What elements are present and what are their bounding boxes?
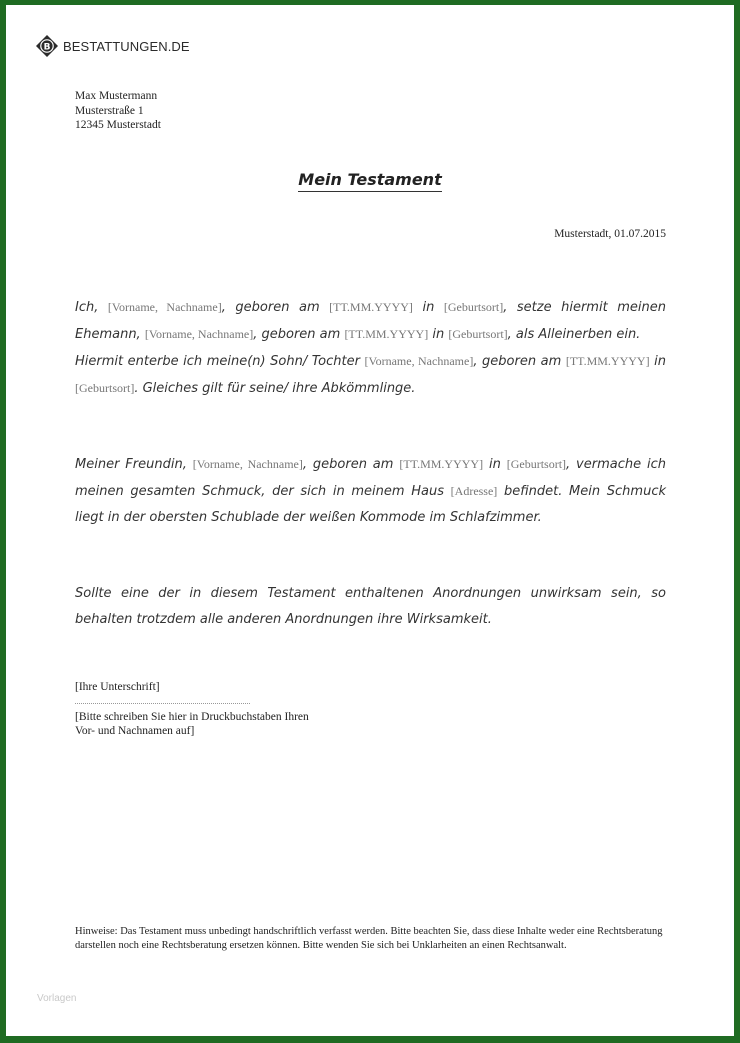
document-date: Musterstadt, 01.07.2015 [554,228,666,240]
text-segment: in [483,457,507,472]
brand-logo [35,34,190,58]
placeholder-date: [TT.MM.YYYY] [329,300,413,314]
text-segment: Meiner Freundin, [75,457,193,472]
title-text: Mein Testament [298,170,441,192]
placeholder-birthplace: [Geburtsort] [506,457,567,471]
paragraph-jewelry [75,451,666,531]
bestattungen-logo-icon [35,34,59,58]
placeholder-name: [Vorname, Nachname] [364,354,474,368]
placeholder-date: [TT.MM.YYYY] [399,457,484,471]
placeholder-date: [TT.MM.YYYY] [344,327,429,341]
placeholder-name: [Vorname, Nachname] [192,457,303,471]
text-segment: in [412,300,444,315]
signature-line [75,703,250,704]
sender-street: Musterstraße 1 [75,104,144,117]
sender-address [75,89,161,133]
paragraph-heir [75,294,666,402]
text-segment: in [428,327,449,342]
text-segment: , geboren am [221,300,330,315]
placeholder-address: [Adresse] [450,484,498,498]
text-segment: , vermache ich meinen gesamten Schmuck, der sich in meinem Haus [75,457,666,499]
text-segment: Hiermit enterbe ich meine(n) Sohn/ Tochter [75,354,365,369]
text-segment: , geboren am [302,457,400,472]
signature-note-line: [Bitte schreiben Sie hier in Druckbuchstaben Ihren [75,711,309,723]
placeholder-birthplace: [Geburtsort] [443,300,504,314]
sender-city: 12345 Musterstadt [75,119,161,131]
text-segment: , als Alleinerben ein. [507,327,641,342]
sender-name: Max Mustermann [75,90,158,102]
placeholder-name: [Vorname, Nachname] [144,327,254,341]
text-segment: , geboren am [473,354,566,369]
text-segment: , geboren am [253,327,345,342]
placeholder-name: [Vorname, Nachname] [107,300,222,314]
text-segment: . Gleiches gilt für seine/ ihre Abkömmlinge. [134,381,416,396]
signature-note [75,710,309,738]
document-title [6,170,734,190]
placeholder-date: [TT.MM.YYYY] [565,354,650,368]
svg-text:B: B [43,42,51,53]
text-segment: befindet. Mein Schmuck liegt in der obersten Schublade der weißen Kommode im Schlafzimmer. [75,484,666,525]
placeholder-birthplace: [Geburtsort] [75,381,135,395]
signature-note-line: Vor- und Nachnamen auf] [75,725,195,737]
document-page [6,5,734,1036]
text-segment: Ich, [75,300,108,315]
text-segment: , setze hiermit meinen Ehemann, [75,300,666,342]
text-segment: in [649,354,667,369]
signature-label: [Ihre Unterschrift] [75,681,160,693]
paragraph-severability: Sollte eine der in diesem Testament enthaltenen Anordnungen unwirksam sein, so behalten trotzdem alle anderen Anordnungen ihre Wirksamkeit. [75,586,666,627]
placeholder-birthplace: [Geburtsort] [448,327,508,341]
footer-notice: Hinweise: Das Testament muss unbedingt handschriftlich verfasst werden. Bitte beachten Sie, dass diese Inhalte weder eine Rechtsberatung darstellen noch eine Rechtsberatung ersetzen können. Bitte wenden Sie sich bei Unklarheiten an einen Rechtsanwalt. [75,926,663,951]
watermark: Vorlagen [37,993,77,1004]
brand-name: BESTATTUNGEN.DE [63,38,190,54]
